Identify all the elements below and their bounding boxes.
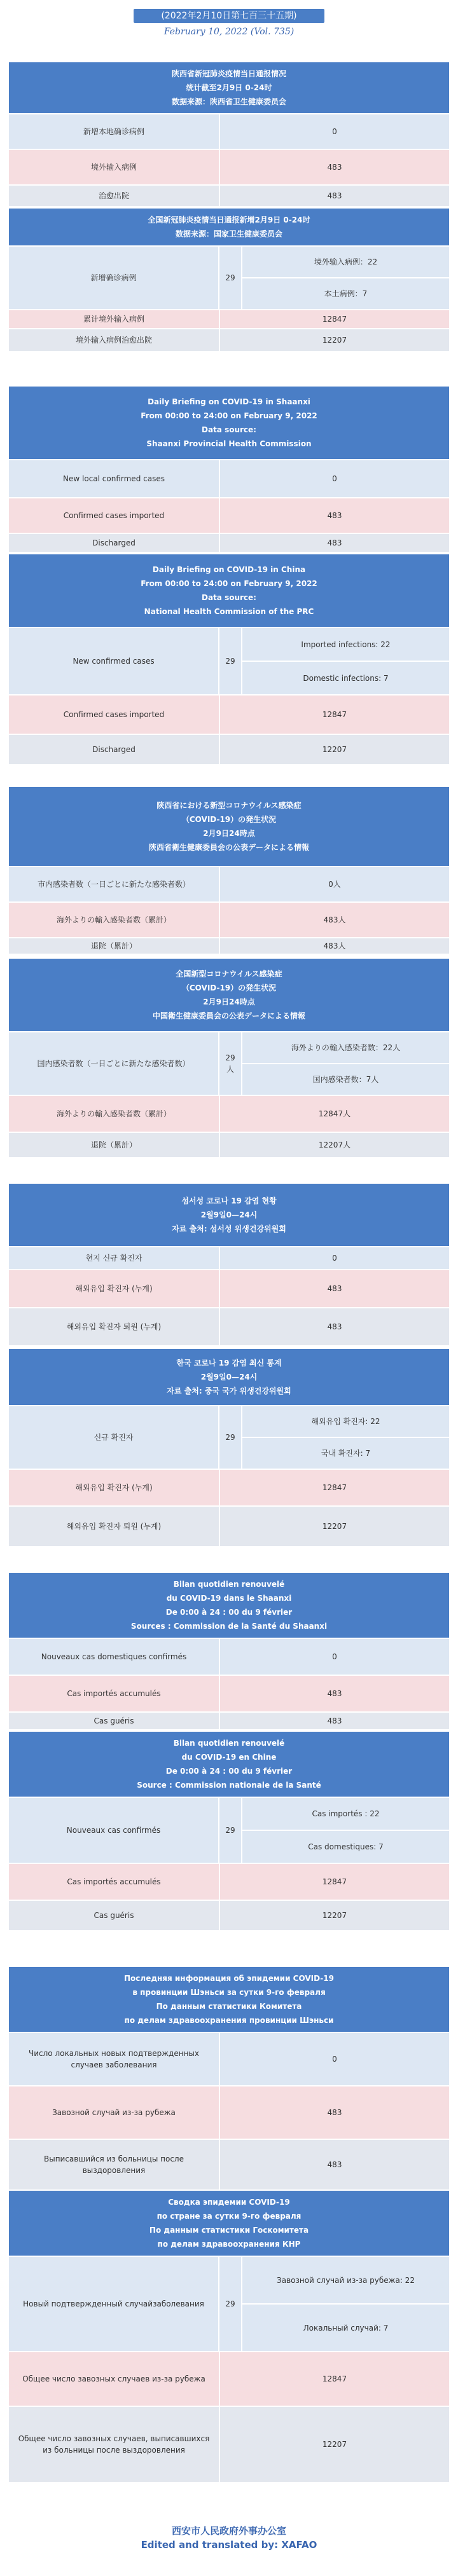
row-value: 12207 [219, 735, 449, 764]
row-label: 新增本地确诊病例 [9, 114, 219, 149]
issue-label: (2022年2月10日第七百三十五期) [134, 9, 324, 23]
new-cases-label: Nouveaux cas confirmés [9, 1798, 218, 1863]
table-row [9, 498, 449, 534]
zh-shaanxi-title-2: 统计截至2月9日 0-24时 [186, 83, 272, 92]
ko-national-table [9, 1349, 449, 1547]
new-cases-value: 29人 [218, 1032, 241, 1095]
table-row [9, 2033, 449, 2086]
new-cases-row [9, 2257, 449, 2352]
row-label: 해외유입 확진자 퇴원 (누계) [9, 1507, 219, 1546]
new-cases-value: 29 [218, 2257, 241, 2351]
ja-shaanxi-table [9, 787, 449, 955]
ru-shaanxi-title-4: по делам здравоохранения провинции Шэньси [124, 2016, 334, 2025]
domestic-sub: Cas domestiques: 7 [242, 1830, 449, 1863]
row-value: 483 [219, 498, 449, 533]
row-label: Cas importés accumulés [9, 1864, 219, 1900]
table-row [9, 114, 449, 150]
en-national-title-3: Data source: [202, 593, 256, 602]
new-cases-row [9, 1406, 449, 1470]
en-national-title-4: National Health Commission of the PRC [144, 607, 314, 616]
row-value: 0 [219, 2033, 449, 2085]
table-row [9, 1639, 449, 1676]
table-row [9, 460, 449, 498]
row-value: 483 [219, 1713, 449, 1729]
table-row [9, 1247, 449, 1270]
ru-shaanxi-title-3: По данным статистики Комитета [156, 2002, 302, 2011]
row-value: 12847 [219, 1470, 449, 1505]
zh-shaanxi-title-1: 陕西省新冠肺炎疫情当日通报情况 [171, 69, 286, 78]
ru-shaanxi-header [9, 1967, 449, 2033]
table-row [9, 2407, 449, 2483]
row-value: 12847 [219, 2352, 449, 2406]
row-label: 境外输入病例治愈出院 [9, 329, 219, 351]
imported-sub: 해외유입 확진자: 22 [242, 1406, 449, 1437]
row-value: 0 [219, 1247, 449, 1269]
table-row [9, 1096, 449, 1133]
fr-national-table [9, 1732, 449, 1931]
table-row [9, 534, 449, 553]
fr-shaanxi-title-4: Sources : Commission de la Santé du Shaanxi [130, 1622, 328, 1631]
row-value: 12207 [219, 1507, 449, 1546]
en-shaanxi-title-2: From 00:00 to 24:00 on February 9, 2022 [141, 411, 317, 420]
row-label: 退院（累計） [9, 1133, 219, 1157]
row-value: 483 [219, 534, 449, 552]
table-row [9, 695, 449, 735]
new-cases-row [9, 247, 449, 310]
table-row [9, 1864, 449, 1901]
ru-national-table [9, 2191, 449, 2483]
zh-national-header [9, 209, 449, 247]
table-row [9, 1470, 449, 1507]
ru-national-title-3: По данным статистики Госкомитета [149, 2226, 309, 2235]
table-row [9, 735, 449, 765]
table-row [9, 903, 449, 938]
ja-shaanxi-title-2: （COVID-19）の発生状況 [181, 815, 277, 824]
row-value: 12207 [219, 1901, 449, 1930]
table-row [9, 938, 449, 955]
domestic-sub: 국내 확진자: 7 [242, 1437, 449, 1469]
table-row [9, 1901, 449, 1931]
domestic-sub: Локальный случай: 7 [242, 2303, 449, 2351]
footer-credit: Edited and translated by: XAFAO [141, 2539, 317, 2551]
ko-shaanxi-table [9, 1184, 449, 1346]
ja-national-title-2: （COVID-19）の発生状況 [181, 983, 277, 992]
ja-national-title-3: 2月9日24時点 [203, 997, 255, 1006]
fr-shaanxi-header [9, 1573, 449, 1639]
row-label: 현지 신규 확진자 [9, 1247, 219, 1269]
row-label: 累计境外输入病例 [9, 310, 219, 328]
new-cases-row [9, 1798, 449, 1864]
row-value: 12207 [219, 2407, 449, 2482]
ko-shaanxi-header [9, 1184, 449, 1247]
new-cases-label: Новый подтвержденный случайзаболевания [9, 2257, 218, 2351]
row-label: 해외유입 확진자 퇴원 (누계) [9, 1308, 219, 1345]
new-cases-label: 国内感染者数（一日ごとに新たな感染者数） [9, 1032, 218, 1095]
en-national-title-1: Daily Briefing on COVID-19 in China [152, 565, 306, 574]
zh-national-title-1: 全国新冠肺炎疫情当日通报新增2月9日 0-24时 [148, 216, 310, 224]
ja-national-table [9, 959, 449, 1158]
fr-national-title-3: De 0:00 à 24 : 00 du 9 février [165, 1767, 293, 1776]
row-label: Cas guéris [9, 1713, 219, 1729]
table-row [9, 2352, 449, 2407]
en-shaanxi-title-3: Data source: [202, 425, 256, 434]
en-national-header [9, 554, 449, 628]
row-label: 海外よりの輸入感染者数（累計） [9, 903, 219, 937]
row-value: 12847 [219, 695, 449, 734]
row-label: Cas guéris [9, 1901, 219, 1930]
row-label: Завозной случай из-за рубежа [9, 2086, 219, 2139]
table-row [9, 1133, 449, 1158]
table-row [9, 1308, 449, 1346]
ja-shaanxi-title-3: 2月9日24時点 [203, 829, 255, 838]
row-value: 483 [219, 1676, 449, 1711]
row-value: 483 [219, 1270, 449, 1307]
row-label: 境外输入病例 [9, 150, 219, 184]
row-value: 0 [219, 114, 449, 149]
fr-shaanxi-title-2: du COVID-19 dans le Shaanxi [166, 1594, 292, 1603]
row-label: Число локальных новых подтвержденных случаев заболевания [9, 2033, 219, 2085]
row-value: 0 [219, 1639, 449, 1675]
en-national-table [9, 554, 449, 765]
fr-national-title-1: Bilan quotidien renouvelé [173, 1739, 285, 1748]
ru-shaanxi-table [9, 1967, 449, 2191]
ko-national-title-1: 한국 코로나 19 감염 최신 통계 [176, 1359, 282, 1367]
ru-national-title-1: Сводка эпидемии COVID-19 [168, 2198, 290, 2207]
row-value: 12847 [219, 310, 449, 328]
row-label: 해외유입 확진자 (누계) [9, 1270, 219, 1307]
ru-national-title-4: по делам здравоохранения КНР [157, 2240, 301, 2249]
zh-shaanxi-header [9, 62, 449, 114]
ja-shaanxi-header [9, 787, 449, 867]
imported-sub: Imported infections: 22 [242, 628, 449, 661]
new-cases-label: 新增确诊病例 [9, 247, 218, 309]
row-value: 483人 [219, 903, 449, 937]
imported-sub: 境外输入病例：22 [242, 247, 449, 277]
row-value: 483 [219, 2140, 449, 2189]
zh-shaanxi-title-3: 数据来源：陕西省卫生健康委员会 [171, 97, 286, 106]
new-cases-row [9, 1032, 449, 1096]
row-label: Nouveaux cas domestiques confirmés [9, 1639, 219, 1675]
row-label: 治愈出院 [9, 186, 219, 206]
row-label: 해외유입 확진자 (누계) [9, 1470, 219, 1505]
ko-shaanxi-title-3: 자료 출처: 섬서성 위생건강위원회 [172, 1224, 286, 1233]
table-row [9, 2140, 449, 2191]
fr-shaanxi-title-1: Bilan quotidien renouvelé [173, 1580, 285, 1589]
ja-national-title-4: 中国衛生健康委員会の公表データによる情報 [152, 1011, 305, 1020]
new-cases-label: 신규 확진자 [9, 1406, 218, 1469]
new-cases-value: 29 [218, 1406, 241, 1469]
table-row [9, 1270, 449, 1308]
row-label: Общее число завозных случаев из-за рубежа [9, 2352, 219, 2406]
fr-national-title-4: Source : Commission nationale de la Santé [137, 1781, 321, 1790]
ru-national-title-2: по стране за сутки 9-го февраля [156, 2212, 302, 2221]
table-row [9, 1676, 449, 1713]
row-value: 483 [219, 186, 449, 206]
ko-national-title-3: 자료 출처: 중국 국가 위생건강위원회 [167, 1387, 291, 1395]
row-label: 市内感染者数（一日ごとに新たな感染者数） [9, 867, 219, 901]
row-value: 483人 [219, 938, 449, 954]
ko-shaanxi-title-2: 2월9일0—24시 [200, 1210, 258, 1219]
row-value: 0人 [219, 867, 449, 901]
fr-shaanxi-table [9, 1573, 449, 1730]
new-cases-label: New confirmed cases [9, 628, 218, 694]
en-national-title-2: From 00:00 to 24:00 on February 9, 2022 [141, 579, 317, 588]
en-shaanxi-table [9, 387, 449, 553]
row-label: Discharged [9, 735, 219, 764]
row-value: 12207 [219, 329, 449, 351]
row-value: 12847 [219, 1864, 449, 1900]
row-label: 退院（累計） [9, 938, 219, 954]
table-row [9, 310, 449, 329]
table-row [9, 1713, 449, 1730]
table-row [9, 867, 449, 903]
issue-date: February 10, 2022 (Vol. 735) [163, 27, 295, 37]
row-value: 0 [219, 460, 449, 497]
row-label: Cas importés accumulés [9, 1676, 219, 1711]
row-label: Confirmed cases imported [9, 498, 219, 533]
ko-shaanxi-title-1: 섬서성 코로나 19 감염 현황 [181, 1196, 277, 1205]
row-label: Discharged [9, 534, 219, 552]
table-row [9, 329, 449, 352]
row-label: Выписавшийся из больницы после выздоровления [9, 2140, 219, 2189]
row-value: 12847人 [219, 1096, 449, 1132]
zh-national-table [9, 209, 449, 352]
domestic-sub: 国内感染者数：7人 [242, 1063, 449, 1095]
ru-national-header [9, 2191, 449, 2257]
imported-sub: Завозной случай из-за рубежа: 22 [242, 2257, 449, 2303]
row-value: 483 [219, 1308, 449, 1345]
imported-sub: Cas importés : 22 [242, 1798, 449, 1830]
table-row [9, 150, 449, 186]
row-label: New local confirmed cases [9, 460, 219, 497]
ja-national-header [9, 959, 449, 1032]
table-row [9, 2086, 449, 2140]
ru-shaanxi-title-2: в провинции Шэньси за сутки 9-го февраля [132, 1988, 326, 1997]
fr-national-title-2: du COVID-19 en Chine [181, 1753, 277, 1762]
en-shaanxi-title-4: Shaanxi Provincial Health Commission [146, 439, 312, 448]
fr-shaanxi-title-3: De 0:00 à 24 : 00 du 9 février [165, 1608, 293, 1617]
row-label: 海外よりの輸入感染者数（累計） [9, 1096, 219, 1132]
new-cases-value: 29 [218, 628, 241, 694]
ja-shaanxi-title-4: 陝西省衛生健康委員会の公表データによる情報 [148, 843, 309, 852]
ru-shaanxi-title-1: Последняя информация об эпидемии COVID-19 [124, 1974, 334, 1983]
row-label: Общее число завозных случаев, выписавшихся из больницы после выздоровления [9, 2407, 219, 2482]
row-value: 483 [219, 150, 449, 184]
en-shaanxi-header [9, 387, 449, 460]
ko-national-header [9, 1349, 449, 1406]
new-cases-row [9, 628, 449, 695]
zh-shaanxi-table [9, 62, 449, 207]
table-row [9, 186, 449, 207]
new-cases-value: 29 [218, 1798, 241, 1863]
fr-national-header [9, 1732, 449, 1798]
ko-national-title-2: 2월9일0—24시 [200, 1373, 258, 1381]
zh-national-title-2: 数据来源：国家卫生健康委员会 [175, 230, 282, 238]
domestic-sub: Domestic infections: 7 [242, 661, 449, 694]
row-label: Confirmed cases imported [9, 695, 219, 734]
row-value: 12207人 [219, 1133, 449, 1157]
footer-office: 西安市人民政府外事办公室 [171, 2525, 286, 2537]
ja-national-title-1: 全国新型コロナウイルス感染症 [176, 969, 282, 978]
footer [0, 2524, 458, 2552]
domestic-sub: 本土病例：7 [242, 277, 449, 309]
en-shaanxi-title-1: Daily Briefing on COVID-19 in Shaanxi [148, 397, 310, 406]
table-row [9, 1507, 449, 1547]
ja-shaanxi-title-1: 陝西省における新型コロナウイルス感染症 [156, 801, 302, 810]
imported-sub: 海外よりの輸入感染者数：22人 [242, 1032, 449, 1063]
row-value: 483 [219, 2086, 449, 2139]
new-cases-value: 29 [218, 247, 241, 309]
